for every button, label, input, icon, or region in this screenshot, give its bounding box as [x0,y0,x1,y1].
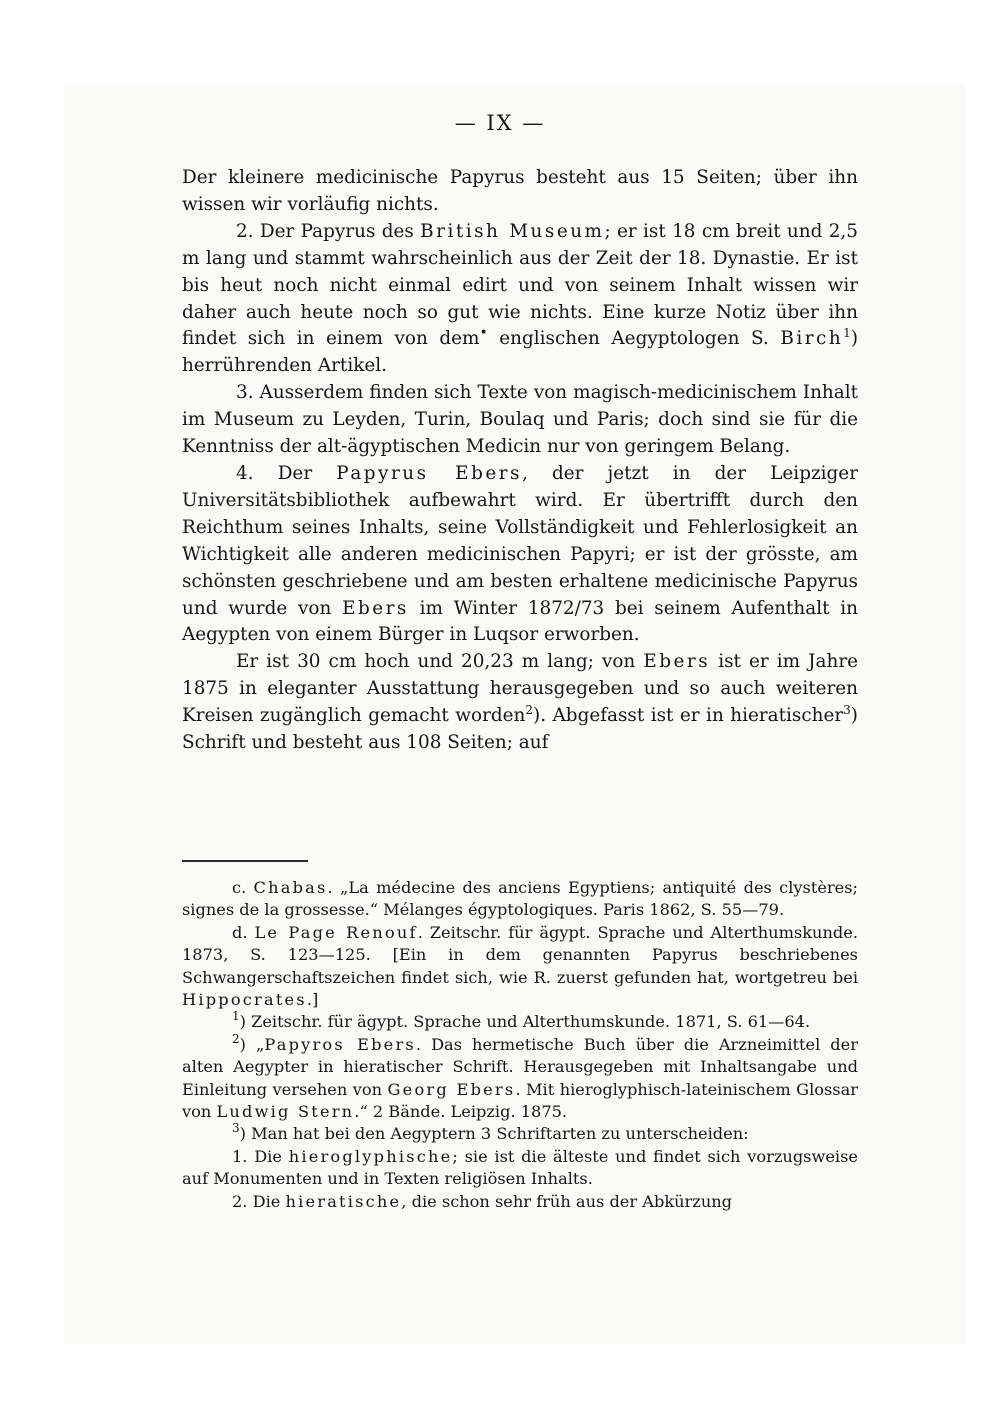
spaced-name: hieroglyphische [288,1146,453,1166]
paragraph [182,380,858,461]
spaced-name: Birch [780,328,844,350]
text-run: 4. Der [236,462,337,484]
paragraph [182,461,858,649]
text-run: c. [232,878,254,897]
spaced-name: hieratische [285,1191,402,1211]
text-run: ; sie ist die älteste und findet sich vorzugsweise auf Monumenten und in Texten religiösen Inhalts. [182,1146,858,1189]
spaced-name: Chabas [253,878,328,897]
spaced-name: Georg Ebers [387,1079,516,1099]
footnote [182,1123,858,1145]
text-run: ). Abgefasst ist er in hieratischer [533,705,844,727]
spaced-name: British Museum [420,220,605,242]
footnote-marker: 3 [843,702,851,717]
text-run: 2. Der Papyrus des [236,220,421,242]
footnote [182,877,858,922]
print-speck: • [479,325,488,342]
spaced-name: Papyrus Ebers [336,462,522,484]
text-run: , der jetzt in der Leipziger Universitätsbibliothek aufbewahrt wird. Er übertrifft durch den Reichthum seines Inhalts, seine Vollständigkeit und Fehlerlosigkeit an Wichtigkeit alle anderen medicinischen Papyri; er ist der grösste, am schönsten geschriebene und am besten erhaltene medicinische Papyrus und wurde von [182,462,858,619]
text-run: 1. Die [232,1146,289,1166]
text-run: .] [306,990,319,1010]
paragraph [182,165,858,219]
text-run: . Mit hieroglyphisch-lateinischem Glossar von [182,1079,859,1122]
paragraph [182,219,858,380]
text-run: ) Zeitschr. für ägypt. Sprache und Alterthumskunde. 1871, S. 61—64. [239,1012,811,1032]
footnote [182,922,858,1012]
text-run: englischen Aegyptologen S. [487,328,781,350]
paragraph [182,649,858,757]
text-run: Der kleinere medicinische Papyrus besteht aus 15 Seiten; über ihn wissen wir vorläufig nichts. [182,167,858,215]
footnote [182,1146,858,1191]
text-run: . Das hermetische Buch über die Arzneimittel der alten Aegypter in hieratischer Schrift. Herausgegeben mit Inhaltsangabe und Einleitung versehen von [182,1034,858,1099]
text-run: ) Man hat bei den Aegyptern 3 Schriftarten zu unterscheiden: [239,1124,749,1144]
footnote-marker: 1 [232,1009,240,1024]
spaced-name: Hippocrates [182,990,307,1010]
footnote-marker: 2 [232,1031,240,1046]
text-run: . „La médecine des anciens Egyptiens; antiquité des clystères; signes de la grossesse.“ Mélanges égyptologiques. Paris 1862, S. 55—79. [182,878,858,920]
footnotes [182,877,858,1213]
page-number: — IX — [454,111,546,135]
footnote [182,1031,859,1124]
text-run: , die schon sehr früh aus der Abkürzung [401,1191,733,1211]
footnote-marker: 3 [232,1121,240,1136]
footnote-marker: 1 [843,326,851,341]
text-run: ) „ [239,1034,265,1054]
spaced-name: Ebers [342,597,409,619]
spaced-name: Ludwig Stern [216,1102,355,1122]
footnote [182,1191,858,1213]
text-run: ) Schrift und besteht aus 108 Seiten; auf [182,705,858,754]
footnote-rule [182,860,308,862]
text-run: im Winter 1872/73 bei seinem Aufenthalt in Aegypten von einem Bürger in Luqsor erworben. [182,597,858,646]
text-run: ist er im Jahre 1875 in eleganter Ausstattung herausgegeben und so auch weiteren Kreisen zugänglich gemacht worden [182,651,858,727]
text-run: . Zeitschr. für ägypt. Sprache und Alterthumskunde. 1873, S. 123—125. [Ein in dem genannten Papyrus beschriebenes Schwangerschaftszeichen findet sich, wie R. zuerst gefunden hat, wortgetreu bei [182,922,858,987]
text-run: ; er ist 18 cm breit und 2,5 m lang und stammt wahrscheinlich aus der Zeit der 18. Dynastie. Er ist bis heut noch nicht einmal edirt und von seinem Inhalt wissen wir daher auch heute noch so gut wie nichts. Eine kurze Notiz über ihn findet sich in einem von dem [182,220,858,350]
footnote-marker: 2 [525,702,534,717]
spaced-name: Ebers [643,651,711,673]
spaced-name: Papyros Ebers [264,1034,416,1054]
footnote [182,1011,858,1033]
main-text [182,165,858,757]
text-run: 2. Die [232,1191,286,1211]
text-run: .“ 2 Bände. Leipzig. 1875. [354,1102,568,1122]
spaced-name: Le Page Renouf [254,922,418,942]
text-run: ) herrührenden Artikel. [182,328,858,377]
text-run: d. [232,922,255,942]
text-run: 3. Ausserdem finden sich Texte von magisch-medicinischem Inhalt im Museum zu Leyden, Turin, Boulaq und Paris; doch sind sie für die Kenntniss der alt-ägyptischen Medicin nur von geringem Belang. [182,382,858,458]
text-run: Er ist 30 cm hoch und 20,23 m lang; von [236,651,644,673]
